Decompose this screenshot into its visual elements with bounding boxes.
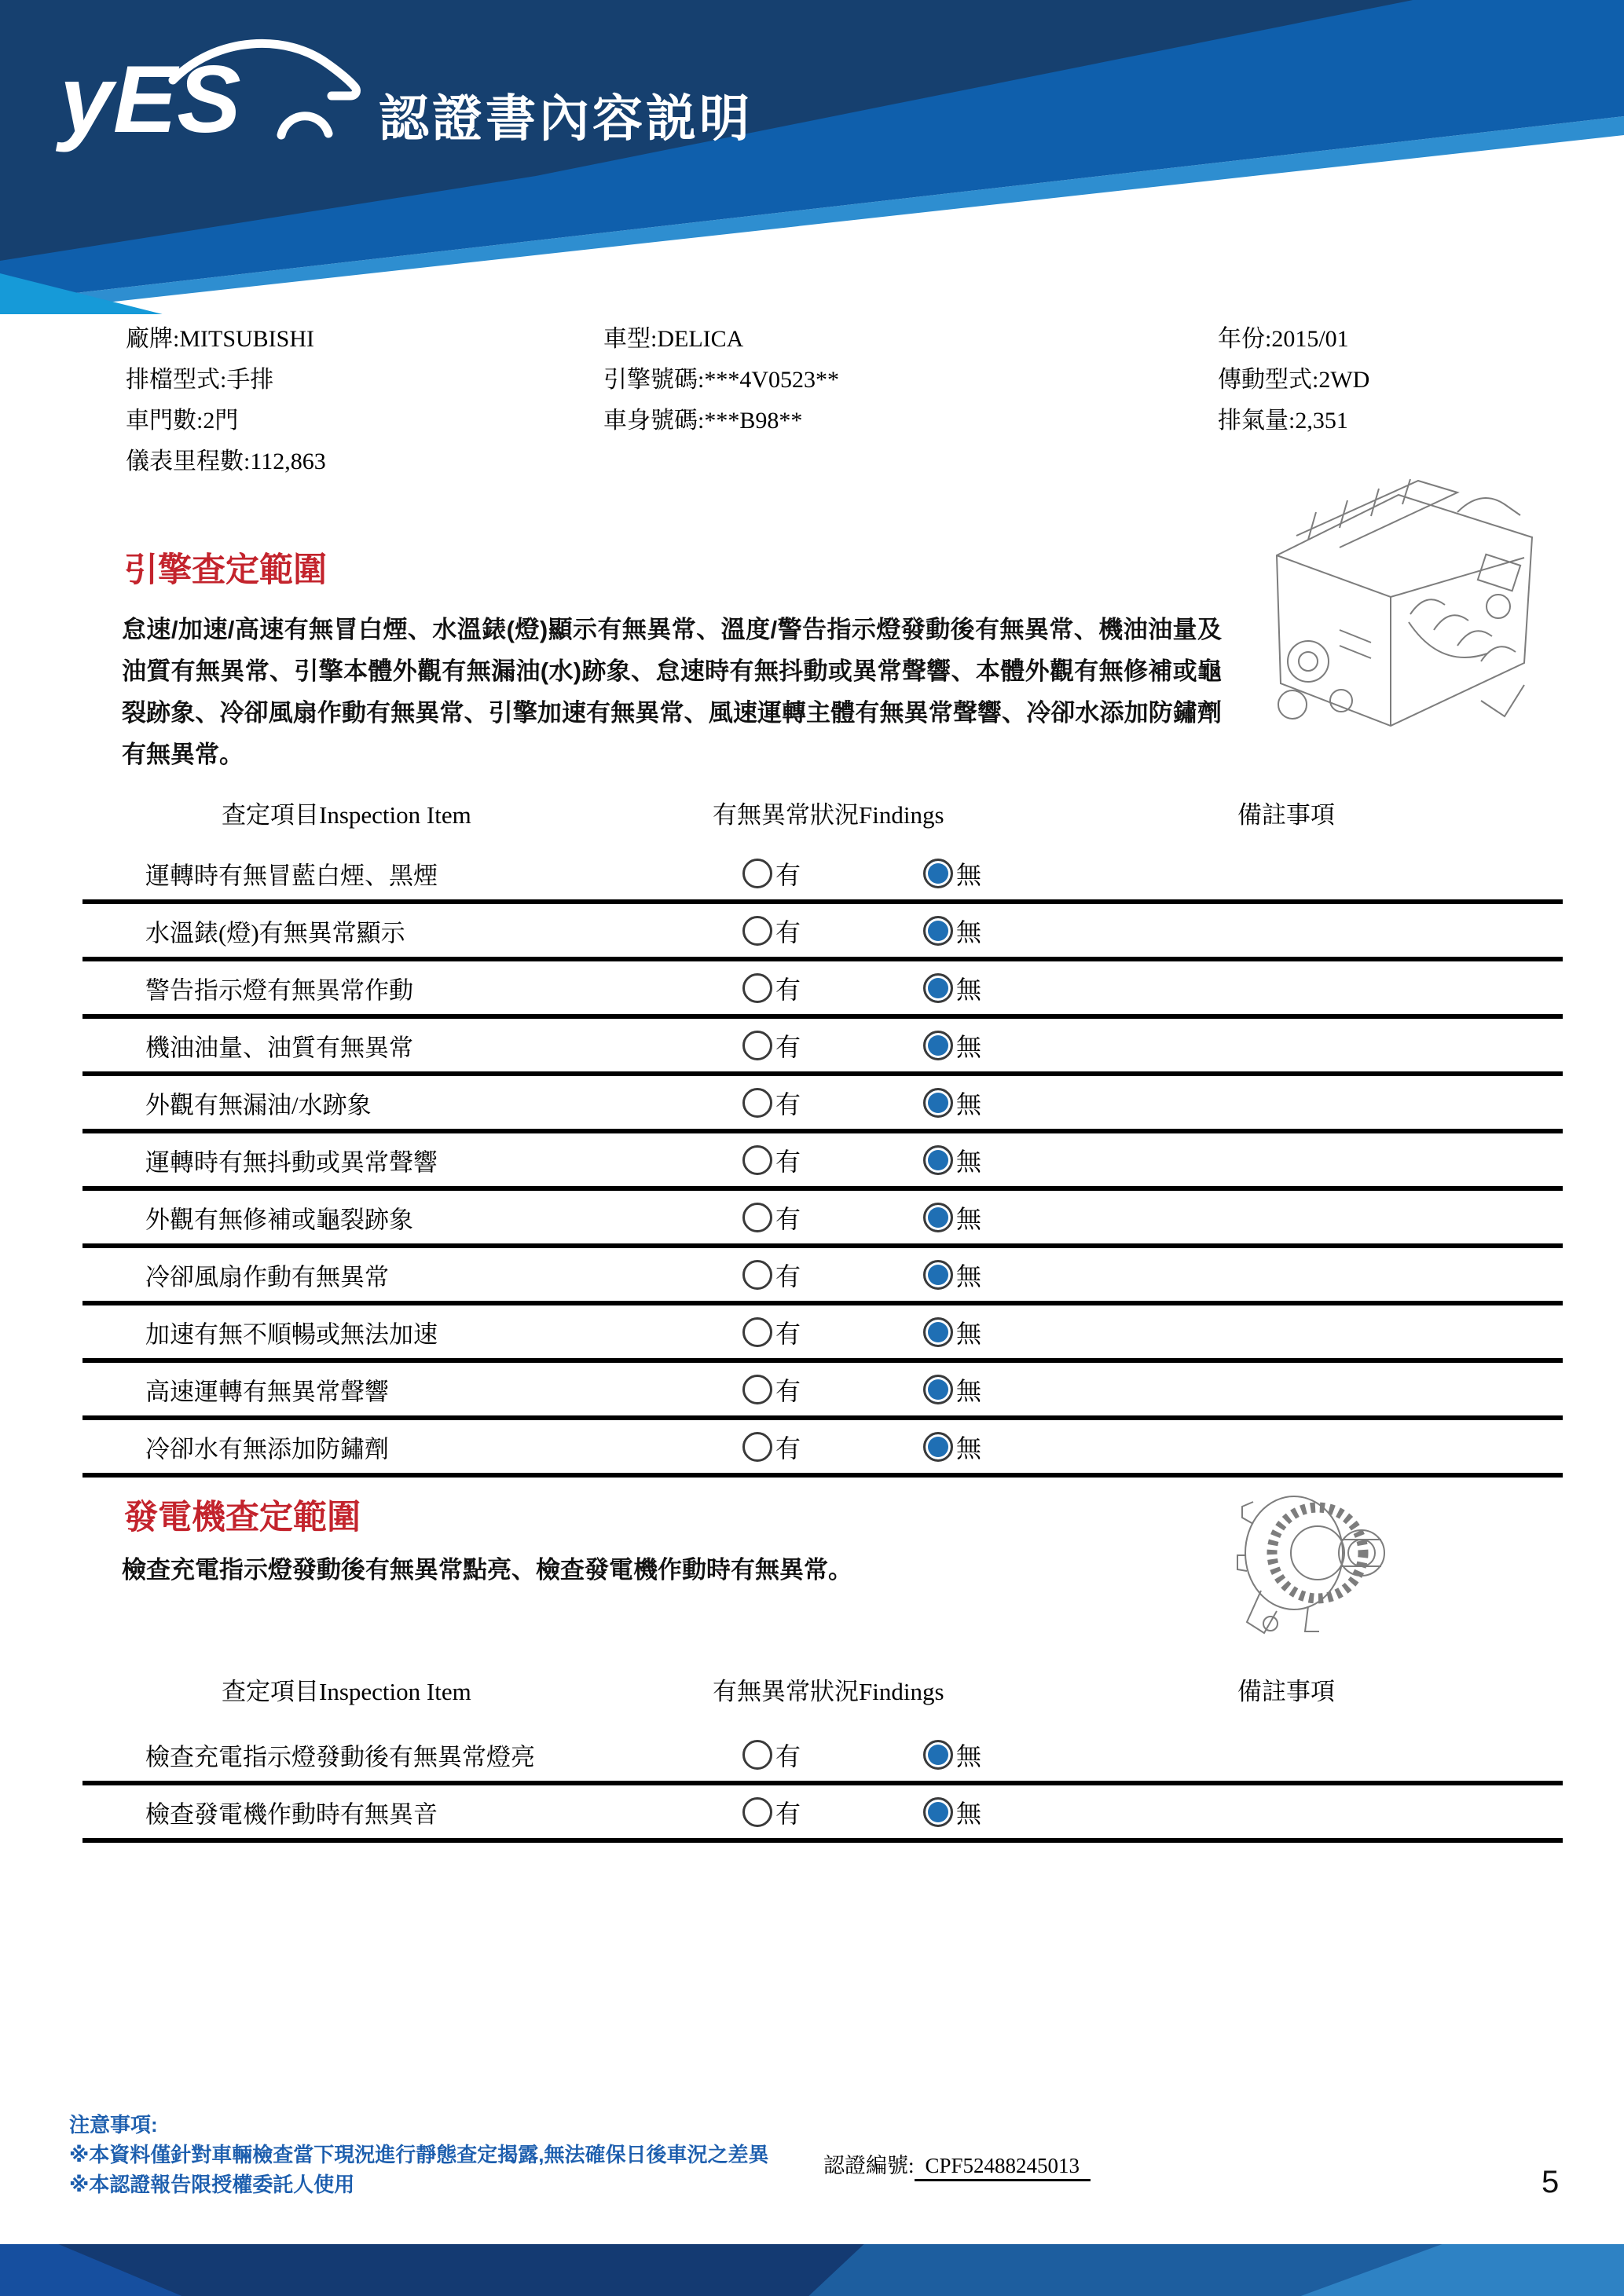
finding-option-yes — [742, 1142, 801, 1178]
page-number: 5 — [1542, 2165, 1560, 2199]
inspection-item-label: 運轉時有無冒藍白煙、黑煙 — [145, 862, 438, 889]
radio-yes[interactable] — [742, 1797, 772, 1827]
radio-no-label: 無 — [956, 1147, 982, 1176]
table-row — [82, 1133, 1563, 1191]
certificate-number-value: CPF52488245013 — [915, 2154, 1091, 2181]
car-wheel-arch-icon — [281, 116, 328, 135]
radio-yes[interactable] — [742, 1432, 772, 1462]
generator-inspection-table — [82, 1728, 1563, 1843]
radio-yes[interactable] — [742, 1317, 772, 1347]
radio-yes-label: 有 — [775, 917, 801, 947]
notes-title: 注意事項: — [69, 2113, 158, 2137]
inspection-item-label: 外觀有無漏油/水跡象 — [145, 1091, 372, 1119]
radio-yes[interactable] — [742, 1740, 772, 1770]
radio-yes[interactable] — [742, 1375, 772, 1404]
generator-section-description: 檢查充電指示燈發動後有無異常點亮、檢查發電機作動時有無異常。 — [122, 1556, 852, 1584]
radio-yes-label: 有 — [775, 1089, 801, 1119]
radio-no[interactable] — [923, 1203, 953, 1232]
inspection-item-label: 運轉時有無抖動或異常聲響 — [145, 1148, 438, 1176]
info-engine-no: 引擎號碼:***4V0523** — [603, 367, 839, 393]
radio-no-label: 無 — [956, 1262, 982, 1291]
vehicle-info-col-3 — [1218, 319, 1369, 441]
note-line: ※本資料僅針對車輛檢查當下現況進行靜態查定揭露,無法確保日後車況之差異 — [69, 2143, 769, 2166]
radio-no[interactable] — [923, 1375, 953, 1404]
inspection-item-label: 水溫錶(燈)有無異常顯示 — [145, 919, 405, 947]
finding-option-no — [923, 1429, 981, 1465]
info-displacement: 排氣量:2,351 — [1218, 408, 1348, 434]
radio-yes-label: 有 — [775, 1147, 801, 1176]
radio-yes-label: 有 — [775, 1799, 801, 1828]
table-row — [82, 847, 1563, 904]
inspection-item-label: 高速運轉有無異常聲響 — [145, 1378, 389, 1405]
alternator-illustration — [1230, 1481, 1399, 1646]
table-row — [82, 1363, 1563, 1420]
table-row — [82, 1305, 1563, 1363]
finding-option-yes — [742, 1794, 801, 1830]
finding-option-yes — [742, 1371, 801, 1408]
info-brand: 廠牌:MITSUBISHI — [126, 326, 315, 352]
radio-yes-label: 有 — [775, 975, 801, 1004]
finding-option-no — [923, 1199, 981, 1236]
finding-option-no — [923, 913, 981, 949]
radio-no[interactable] — [923, 1797, 953, 1827]
radio-no[interactable] — [923, 859, 953, 888]
finding-option-no — [923, 1085, 981, 1121]
inspection-item-label: 警告指示燈有無異常作動 — [145, 976, 413, 1004]
info-mileage: 儀表里程數:112,863 — [126, 449, 326, 474]
finding-option-yes — [742, 913, 801, 949]
finding-option-yes — [742, 1257, 801, 1293]
finding-option-no — [923, 970, 981, 1006]
finding-option-no — [923, 855, 981, 892]
inspection-item-label: 冷卻水有無添加防鏽劑 — [145, 1435, 389, 1463]
yes-logo — [55, 24, 385, 165]
finding-option-yes — [742, 1199, 801, 1236]
radio-yes[interactable] — [742, 1203, 772, 1232]
info-drivetrain: 傳動型式:2WD — [1218, 367, 1370, 393]
finding-option-yes — [742, 1429, 801, 1465]
finding-option-no — [923, 1142, 981, 1178]
col-header-findings: 有無異常狀況Findings — [713, 1678, 944, 1705]
radio-yes-label: 有 — [775, 1434, 801, 1463]
radio-no[interactable] — [923, 1740, 953, 1770]
info-gearbox: 排檔型式:手排 — [126, 367, 274, 393]
col-header-remarks: 備註事項 — [1237, 801, 1335, 829]
header-banner — [0, 0, 1624, 314]
engine-illustration — [1222, 465, 1575, 764]
radio-no[interactable] — [923, 1145, 953, 1175]
logo-text: yES — [60, 46, 241, 152]
radio-yes-label: 有 — [775, 1032, 801, 1061]
radio-yes[interactable] — [742, 1088, 772, 1118]
radio-no[interactable] — [923, 1031, 953, 1060]
radio-no[interactable] — [923, 973, 953, 1003]
finding-option-no — [923, 1371, 981, 1408]
radio-no[interactable] — [923, 1317, 953, 1347]
engine-inspection-table — [82, 847, 1563, 1478]
table-row — [82, 1076, 1563, 1133]
finding-option-no — [923, 1737, 981, 1773]
finding-option-yes — [742, 1314, 801, 1350]
finding-option-yes — [742, 855, 801, 892]
col-header-findings: 有無異常狀況Findings — [713, 801, 944, 829]
radio-no-label: 無 — [956, 1741, 982, 1771]
table-row — [82, 1191, 1563, 1248]
vehicle-info-col-1 — [126, 319, 326, 482]
finding-option-no — [923, 1314, 981, 1350]
finding-option-yes — [742, 1085, 801, 1121]
finding-option-yes — [742, 1027, 801, 1064]
radio-no[interactable] — [923, 1260, 953, 1290]
radio-yes-label: 有 — [775, 1741, 801, 1771]
col-header-inspection-item: 查定項目Inspection Item — [222, 1678, 471, 1705]
page-title: 認證書內容説明 — [379, 90, 753, 147]
table-row — [82, 1248, 1563, 1305]
table-row — [82, 1785, 1563, 1843]
col-header-remarks: 備註事項 — [1237, 1678, 1335, 1705]
radio-yes[interactable] — [742, 1031, 772, 1060]
radio-yes-label: 有 — [775, 1319, 801, 1348]
col-header-inspection-item: 查定項目Inspection Item — [222, 801, 471, 829]
inspection-item-label: 機油油量、油質有無異常 — [145, 1034, 413, 1061]
radio-no[interactable] — [923, 1432, 953, 1462]
finding-option-yes — [742, 1737, 801, 1773]
inspection-item-label: 外觀有無修補或龜裂跡象 — [145, 1206, 413, 1233]
note-line: ※本認證報告限授權委託人使用 — [69, 2173, 355, 2196]
radio-no-label: 無 — [956, 1376, 982, 1405]
inspection-item-label: 檢查發電機作動時有無異音 — [145, 1800, 438, 1828]
radio-no-label: 無 — [956, 1799, 982, 1828]
radio-yes-label: 有 — [775, 1204, 801, 1233]
radio-no-label: 無 — [956, 975, 982, 1004]
info-model: 車型:DELICA — [603, 326, 744, 352]
radio-yes[interactable] — [742, 859, 772, 888]
radio-no[interactable] — [923, 1088, 953, 1118]
table-row — [82, 1728, 1563, 1785]
engine-section-description: 怠速/加速/高速有無冒白煙、水溫錶(燈)顯示有無異常、溫度/警告指示燈發動後有無異常、機油油量及油質有無異常、引擎本體外觀有無漏油(水)跡象、怠速時有無抖動或異常聲響、本體外觀有無修補或龜裂跡象、冷卻風扇作動有無異常、引擎加速有無異常、風速運轉主體有無異常聲響、冷卻水添加防鏽劑有無異常。 — [122, 616, 1222, 768]
table-row — [82, 1420, 1563, 1478]
radio-no[interactable] — [923, 916, 953, 946]
generator-section-heading: 發電機查定範圍 — [124, 1499, 361, 1536]
engine-section-heading: 引擎查定範圍 — [124, 551, 327, 589]
radio-no-label: 無 — [956, 860, 982, 889]
inspection-item-label: 檢查充電指示燈發動後有無異常燈亮 — [145, 1743, 535, 1771]
footer-bar — [0, 2244, 1624, 2296]
radio-no-label: 無 — [956, 1434, 982, 1463]
finding-option-no — [923, 1027, 981, 1064]
radio-no-label: 無 — [956, 1032, 982, 1061]
radio-yes[interactable] — [742, 1145, 772, 1175]
finding-option-no — [923, 1257, 981, 1293]
certificate-number-row — [823, 2148, 1091, 2179]
radio-no-label: 無 — [956, 917, 982, 947]
finding-option-no — [923, 1794, 981, 1830]
radio-yes-label: 有 — [775, 860, 801, 889]
table-row — [82, 1019, 1563, 1076]
inspection-item-label: 冷卻風扇作動有無異常 — [145, 1263, 389, 1291]
inspection-item-label: 加速有無不順暢或無法加速 — [145, 1320, 438, 1348]
vehicle-info-col-2 — [603, 319, 839, 441]
radio-yes[interactable] — [742, 973, 772, 1003]
radio-yes-label: 有 — [775, 1262, 801, 1291]
info-body-no: 車身號碼:***B98** — [603, 408, 803, 434]
table-row — [82, 904, 1563, 961]
footer-notes — [69, 2110, 769, 2199]
radio-yes[interactable] — [742, 1260, 772, 1290]
radio-no-label: 無 — [956, 1204, 982, 1233]
radio-yes[interactable] — [742, 916, 772, 946]
radio-yes-label: 有 — [775, 1376, 801, 1405]
info-doors: 車門數:2門 — [126, 408, 239, 434]
radio-no-label: 無 — [956, 1089, 982, 1119]
certificate-number-label: 認證編號: — [823, 2154, 915, 2177]
info-year: 年份:2015/01 — [1218, 326, 1349, 352]
table-row — [82, 961, 1563, 1019]
radio-no-label: 無 — [956, 1319, 982, 1348]
finding-option-yes — [742, 970, 801, 1006]
